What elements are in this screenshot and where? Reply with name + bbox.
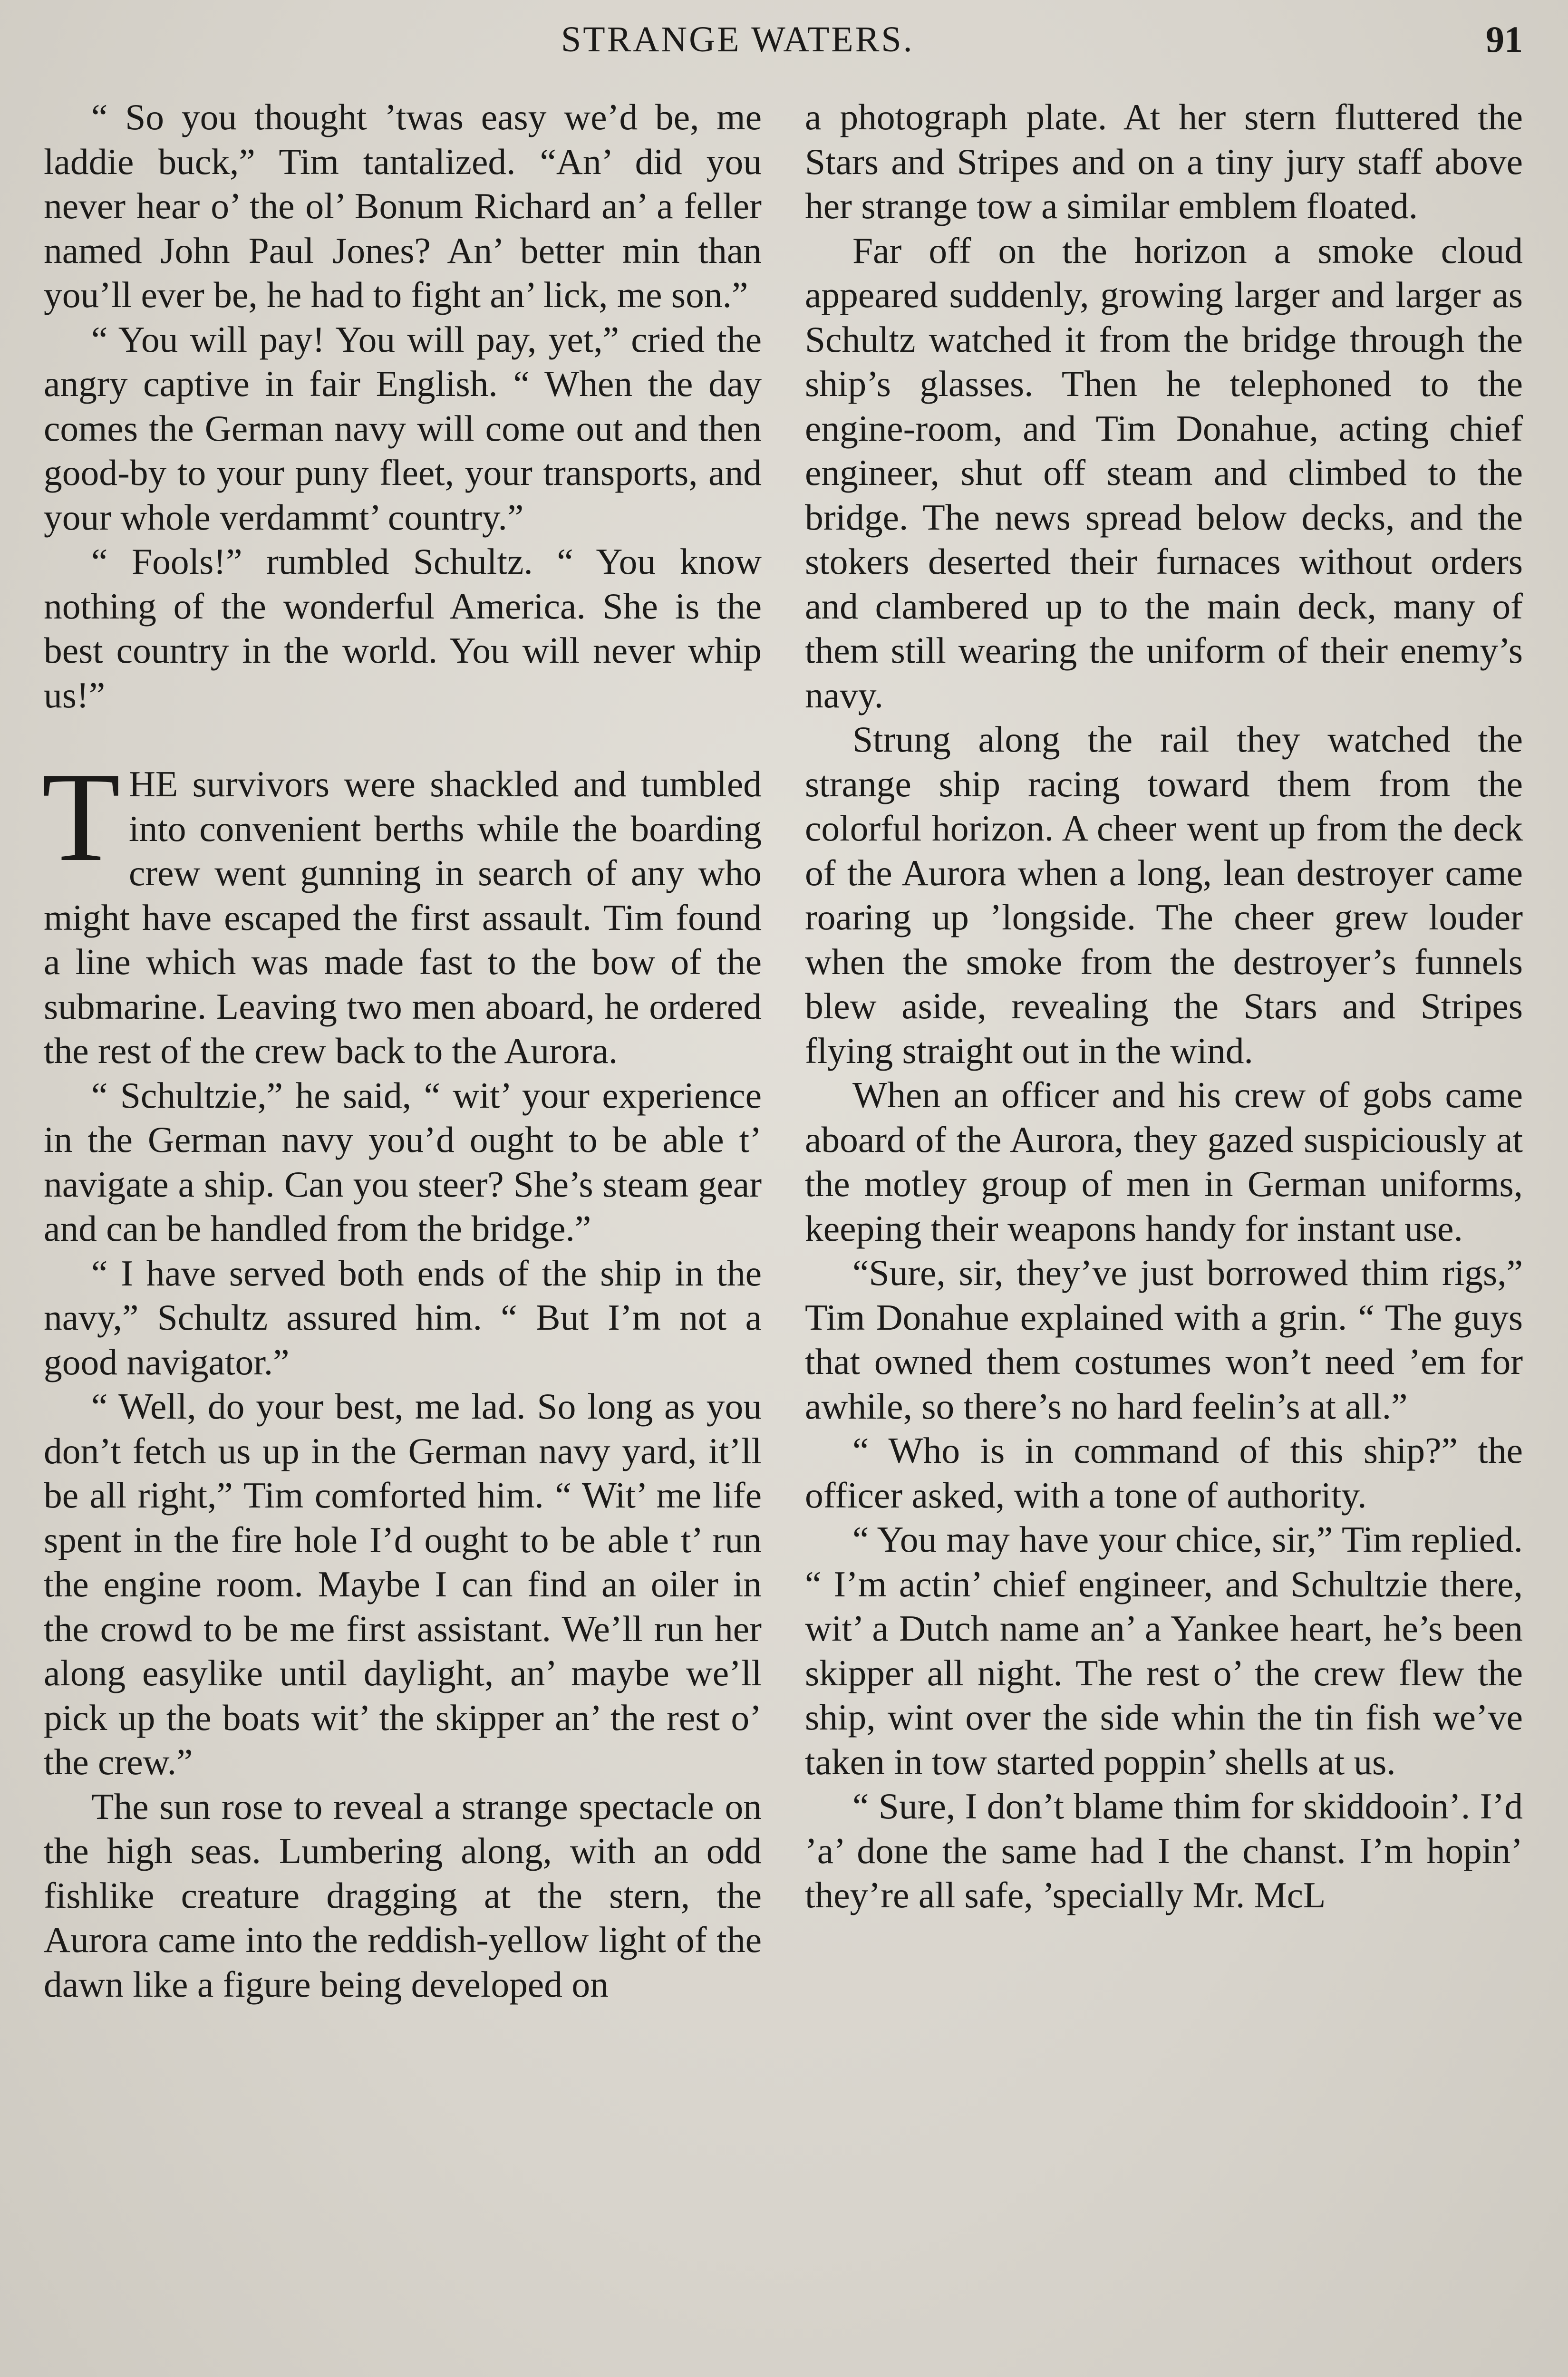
paragraph: “ You may have your chice, sir,” Tim replied. “ I’m actin’ chief engineer, and Schultzie there, wit’ a Dutch name an’ a Yankee heart, he’s been skipper all night. The rest o’ the crew flew the ship, wint over the side whin the tin fish we’ve taken in tow started poppin’ shells at us. bbox=[805, 1519, 1523, 1782]
paragraph: “ You will pay! You will pay, yet,” cried the angry captive in fair English. “ When the day comes the German navy will come out and then good-by to your puny fleet, your transports, and your whole verdammt’ country.” bbox=[44, 319, 762, 538]
paragraph: “Sure, sir, they’ve just borrowed thim rigs,” Tim Donahue explained with a grin. “ The guys that owned them costumes won’t need ’em for awhile, so there’s no hard feelin’s at all.” bbox=[805, 1252, 1523, 1427]
paragraph: “ Sure, I don’t blame thim for skiddooin’. I’d ’a’ done the same had I the chanst. I’m hopin’ they’re all safe, ’specially Mr. McL bbox=[805, 1786, 1523, 1915]
paragraph: “ So you thought ’twas easy we’d be, me laddie buck,” Tim tantalized. “An’ did you never hear o’ the ol’ Bonum Richard an’ a feller named John Paul Jones? An’ better min than you’ll ever be, he had to fight an’ lick, me son.” bbox=[44, 97, 762, 315]
page-number: 91 bbox=[1486, 19, 1523, 60]
paragraph: Far off on the horizon a smoke cloud appeared suddenly, growing larger and larger as Schultz watched it from the bridge through the ship’s glasses. Then he telephoned to the engine-room, and Tim Donahue, acting chief engineer, shut off steam and climbed to the bridge. The news spread below decks, and the stokers deserted their furnaces without orders and clambered up to the main deck, many of them still wearing the uniform of their enemy’s navy. bbox=[805, 230, 1523, 715]
section-break bbox=[44, 717, 762, 762]
drop-cap: T bbox=[42, 746, 120, 888]
paragraph: “ Fools!” rumbled Schultz. “ You know nothing of the wonderful America. She is the best country in the world. You will never whip us!” bbox=[44, 541, 762, 715]
paragraph: “ Well, do your best, me lad. So long as you don’t fetch us up in the German navy yard, it’ll be all right,” Tim comforted him. “ Wit’ me life spent in the fire hole I’d ought to be able t’ run the engine room. Maybe I can find an oiler in the crowd to be me first assistant. We’ll run her along easylike until daylight, an’ maybe we’ll pick up the boats wit’ the skipper an’ the rest o’ the crew.” bbox=[44, 1386, 762, 1782]
paragraph-text: HE survivors were shackled and tumbled into convenient berths while the boarding crew went gunning in search of any who might have escaped the first assault. Tim found a line which was made fast to the bow of the submarine. Leaving two men aboard, he ordered the rest of the crew back to the Aurora. bbox=[44, 763, 762, 1071]
paragraph-with-drop-cap bbox=[42, 746, 762, 1073]
paragraph: “ I have served both ends of the ship in the navy,” Schultz assured him. “ But I’m not a good navigator.” bbox=[44, 1252, 762, 1382]
paragraph: “ Who is in command of this ship?” the officer asked, with a tone of authority. bbox=[805, 1430, 1523, 1516]
paragraph: Strung along the rail they watched the strange ship racing toward them from the colorful horizon. A cheer went up from the deck of the Aurora when a long, lean destroyer came roaring up ’longside. The cheer grew louder when the smoke from the destroyer’s funnels blew aside, revealing the Stars and Stripes flying straight out in the wind. bbox=[805, 719, 1523, 1071]
paragraph: When an officer and his crew of gobs came aboard of the Aurora, they gazed suspiciously at the motley group of men in German uniforms, keeping their weapons handy for instant use. bbox=[805, 1074, 1523, 1249]
page-header bbox=[0, 14, 1568, 67]
right-column bbox=[805, 95, 1523, 1918]
paragraph: The sun rose to reveal a strange spectacle on the high seas. Lumbering along, with an odd fishlike creature dragging at the stern, the Aurora came into the reddish-yellow light of the dawn like a figure being developed on bbox=[44, 1786, 762, 2005]
paragraph-continued: a photograph plate. At her stern fluttered the Stars and Stripes and on a tiny jury staff above her strange tow a similar emblem floated. bbox=[805, 97, 1523, 226]
left-column bbox=[44, 95, 762, 2007]
paragraph: “ Schultzie,” he said, “ wit’ your experience in the German navy you’d ought to be able t’ navigate a ship. Can you steer? She’s steam gear and can be handled from the bridge.” bbox=[44, 1074, 762, 1249]
running-title: STRANGE WATERS. bbox=[561, 19, 914, 59]
